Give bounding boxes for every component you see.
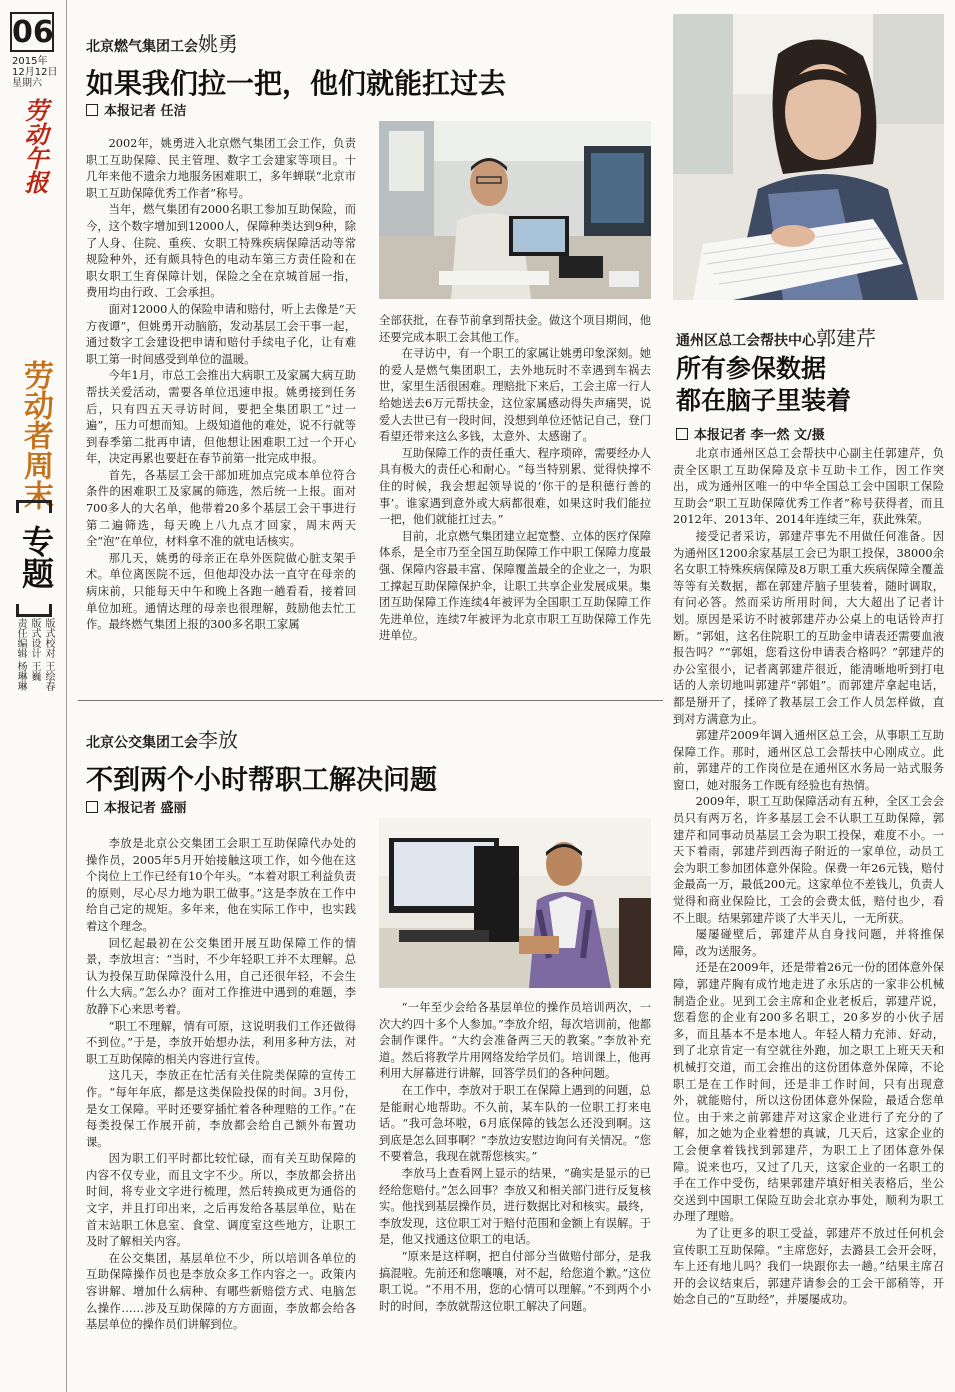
- paragraph: 全部获批，在春节前拿到帮扶金。做这个项目期间，他还要完成本职工会其他工作。: [379, 314, 651, 344]
- article1-kicker-name: 姚勇: [198, 32, 238, 56]
- byline-square-icon: [86, 104, 98, 116]
- staff-proofreader: 版式校对 王绘春: [43, 618, 54, 692]
- paragraph: 2009年，职工互助保障活动有五种，全区工会会员只有两万名，许多基层工会不认职工互助保障，郭建芹和同事动员基层工会为职工投保，难度不小。一天下着雨，郭建芹到西海子附近的一家单位，动员工会为职工参加团体意外保险。保费一年26元钱，赔付金最高一万，最低200元。这家单位不差钱儿，负责人觉得和商业保险比，工会的会费太低，赔付也少，看不上眼。结果郭建芹谈了大半天儿，一无所获。: [673, 795, 944, 925]
- date-weekday: 星期六: [12, 78, 42, 89]
- article3-kicker: [676, 322, 876, 351]
- date-year: 2015年: [12, 56, 48, 67]
- section-divider: [78, 700, 663, 701]
- article3-photo: [673, 14, 944, 300]
- article1-byline: [86, 100, 187, 119]
- article1-byline-text: 本报记者 任洁: [104, 104, 187, 119]
- paragraph: 在工作中，李放对于职工在保障上遇到的问题，总是能耐心地帮助。不久前，某车队的一位职工打来电话。“我可急坏啦，6月底保障的钱怎么还没到啊。这到底是怎么回事啊？”李放边安慰边询问有关情况。“您不要着急，我现在就帮您核实。”: [379, 1083, 651, 1164]
- article2-byline: [86, 797, 187, 816]
- paragraph: 郭建芹2009年调入通州区总工会，从事职工互助保障工作。那时，通州区总工会帮扶中心刚成立。此前，郭建芹的工作岗位是在通州区水务局一站式服务窗口，她对服务工作既有经验也有热情。: [673, 729, 944, 792]
- article2-kicker: [86, 724, 238, 753]
- paragraph: 那几天，姚勇的母亲正在阜外医院做心脏支架手术。单位离医院不远，但他却没办法一直守在母亲的病床前，只能每天中午和晚上各跑一趟看看，接着回单位加班。通情达理的母亲也很理解，鼓励他去忙工作。最终燃气集团上报的300多名职工家属: [86, 551, 356, 632]
- paragraph: 李放马上查看网上显示的结果，“确实是显示的已经给您赔付。”怎么回事？李放又和相关部门进行反复核实。他找到基层操作员，进行数据比对和核实。最终，李放发现，这位职工对于赔付范围和金额上有误解。于是，他又找通这位职工的电话。: [379, 1166, 651, 1247]
- page-number: 06: [10, 12, 54, 52]
- article3-headline-line1: 所有参保数据: [676, 354, 827, 383]
- byline-square-icon: [86, 801, 98, 813]
- paragraph: 李放是北京公交集团工会职工互助保障代办处的操作员，2005年5月开始接触这项工作，如今他在这个岗位上工作已经有10个年头。“本着对职工利益负责的原则，尽心尽力地为职工做事。”这是李放在工作中给自己定的规矩。多年来，他在实际工作中，也实践着这个理念。: [86, 837, 356, 933]
- article3-headline-line2: 都在脑子里装着: [676, 386, 852, 415]
- article2-column-1: [86, 836, 356, 1382]
- article1-column-2: [379, 313, 651, 673]
- staff-designer: 版式设计 王巍: [29, 618, 40, 682]
- paragraph: “一年至少会给各基层单位的操作员培训两次，一次大约四十多个人参加。”李放介绍，每次培训前，他都会制作课件。“大约会准备两三天的教案。”李放补充道。然后将教学片用网络发给学员们。培训课上，他再利用大屏幕进行讲解，回答学员们的各种问题。: [379, 1001, 651, 1081]
- paragraph: 屡屡碰壁后，郭建芹从自身找问题，并将推保障，改为送服务。: [673, 928, 944, 958]
- article2-kicker-name: 李放: [198, 728, 238, 752]
- paragraph: 还是在2009年，还是带着26元一份的团体意外保障，郭建芹胸有成竹地走进了永乐店的一家非公机械制造企业。见到工会主席和企业老板后，郭建芹说，您看您的企业有200多名职工，20多岁的小伙子居多，而且基本不是本地人。年轻人精力充沛、好动，到了北京肯定一有空就往外跑，加之职工上班天天和机械打交道，而工会推出的这份团体意外保障，不论职工是在工作时间，还是非工作时间，只有出现意外，就能赔付，所以这份团体意外保险，最适合您单位。由于来之前郭建芹对这家企业进行了充分的了解，加之她为企业着想的真诚，几天后，这家企业的工会便拿着钱找到郭建芹，为职工上了团体意外保障。说来也巧，又过了几天，这家企业的一名职工的手在工作中受伤，结果郭建芹填好相关表格后，坐公交送到中国职工保险互助会北京办事处，顺利为职工办理了理赔。: [673, 961, 944, 1224]
- paragraph: 当年，燃气集团有2000名职工参加互助保险，而今，这个数字增加到12000人，保障种类达到9种，除了人身、住院、重疾、女职工特殊疾病保障活动等常规险种外，还有颇具特色的电动车第三方责任险和在职女职工生育保障计划，保险之全在京城首屈一指，费用均由行政、工会承担。: [86, 203, 356, 300]
- article1-photo: [379, 121, 651, 299]
- article2-byline-text: 本报记者 盛丽: [104, 801, 187, 816]
- article2-headline: 不到两个小时帮职工解决问题: [86, 765, 437, 796]
- article3-kicker-org: 通州区总工会帮扶中心: [676, 333, 816, 349]
- paragraph: 为了让更多的职工受益，郭建芹不放过任何机会宣传职工互助保障。“主席您好，去潞县工会开会呀，车上还有地儿吗？我们一块跟你去一趟。”结果主席召开的会议结束后，郭建芹请参会的工会干部稍等，开始念自己的“互助经”，并屡屡成功。: [673, 1226, 944, 1307]
- paper-logo: 劳动午报: [20, 98, 49, 194]
- paragraph: 在公交集团，基层单位不少，所以培训各单位的互助保障操作员也是李放众多工作内容之一。政策内容讲解、增加什么病种、有哪些新赔偿方式、电脑怎么操作……涉及互助保障的方方面面，李放都会给各基层单位的操作员们讲解到位。: [86, 1251, 356, 1332]
- paragraph: 首先，各基层工会干部加班加点完成本单位符合条件的困难职工及家属的筛选，然后统一上报。面对700多人的大名单，他带着20多个基层工会干事进行第二遍筛选，每天晚上八九点才回家，周末两天全“泡”在单位，材料拿不准的就电话核实。: [86, 468, 356, 549]
- paragraph: 目前，北京燃气集团建立起宽整、立体的医疗保障体系，是全市乃至全国互助保障工作中职工保障力度最强、保障内容最丰富、保障覆盖最全的企业之一，为职工撑起互助保障保护伞，让职工共享企业发展成果。集团互助保障工作连续4年被评为全国职工互助保障工作先进单位，连续7年被评为北京市职工互助保障工作先进单位。: [379, 529, 651, 643]
- article1-kicker: [86, 28, 238, 57]
- article2-kicker-org: 北京公交集团工会: [86, 735, 198, 751]
- article3-byline-text: 本报记者 李一然 文/摄: [694, 428, 825, 443]
- paragraph: 接受记者采访，郭建芹事先不用做任何准备。因为通州区1200余家基层工会已为职工投保，38000余名女职工特殊疾病保障及8万职工重大疾病保障全覆盖等等有关数据，都在郭建芹脑子里装着，随时调取，有问必答。然而采访所用时间，大大超出了记者计划。原因是采访不时被郭建芹办公桌上的电话铃声打断。“郭姐，这名住院职工的互助金申请表还需要血液报告吗？”“郭姐，您看这份申请表合格吗？”郭建芹的办公室很小，记者离郭建芹很近，能清晰地听到打电话的人亲切地叫郭建芹“郭姐”。而郭建芹拿起电话，都是掰开了，揉碎了教基层工会工作人员怎样做，直到对方满意为止。: [673, 529, 944, 726]
- paragraph: 今年1月，市总工会推出大病职工及家属大病互助帮扶关爱活动，需要各单位迅速申报。姚勇接到任务后，只有四五天寻访时间，要把全集团职工“过一遍”，压力可想而知。上级知道他的难处，说不行就等到春季第二批再申请，但他想让困难职工过一个开心年，决定再累也要赶在春节前第一批完成申报。: [86, 369, 356, 466]
- paragraph: 回忆起最初在公交集团开展互助保障工作的情景，李放坦言：“当时，不少年轻职工并不太理解。总认为投保互助保障没什么用，自己还很年轻，不会生什么大病。”怎么办？面对工作推进中遇到的难题，李放静下心来思考着。: [86, 936, 356, 1016]
- paragraph: “原来是这样啊，把自付部分当做赔付部分，是我搞混啦。先前还和您嚷嚷，对不起，给您道个歉。”这位职工说。“不用不用，您的心情可以理解。”不到两个小时的时间，李放就帮这位职工解决了问题。: [379, 1249, 651, 1313]
- bracket-bottom: [16, 604, 52, 617]
- section-subtitle: 专题: [17, 525, 55, 589]
- staff-editor: 责任编辑 杨琳琳: [15, 618, 26, 692]
- article3-headline: [676, 353, 851, 417]
- paragraph: “职工不理解，情有可原，这说明我们工作还做得不到位。”于是，李放开始想办法，利用多种方法，对职工互助保障的相关内容进行宣传。: [86, 1019, 356, 1066]
- paragraph: 这几天，李放正在忙活有关住院类保障的宣传工作。“每年年底，都是这类保险投保的时间。3月份，是女工保障。平时还要穿插忙着各种理赔的工作。”在每类投保工作展开前，李放都会给自己额外布置功课。: [86, 1069, 356, 1149]
- paragraph: 北京市通州区总工会帮扶中心副主任郭建芹，负责全区职工互助保障及京卡互助卡工作，因工作突出，成为通州区唯一的中华全国总工会中国职工保险互助会“职工互助保障优秀工作者”称号获得者，而且2012年、2013年、2014年连续三年，获此殊荣。: [673, 447, 944, 527]
- article1-kicker-org: 北京燃气集团工会: [86, 39, 198, 55]
- article3-column: [673, 446, 944, 1382]
- article1-headline: 如果我们拉一把，他们就能扛过去: [86, 67, 507, 100]
- article1-column-1: [86, 136, 356, 674]
- section-title: 劳动者周末: [18, 360, 53, 510]
- date-day: 12月12日: [12, 67, 58, 78]
- article2-photo: [379, 818, 651, 988]
- article3-kicker-name: 郭建芹: [816, 326, 876, 350]
- article3-byline: [676, 424, 825, 443]
- masthead-divider: [66, 0, 67, 1392]
- paragraph: 面对12000人的保险申请和赔付，听上去像是“天方夜谭”，但姚勇开动脑筋，发动基层工会干事一起，通过数字工会建设把申请和赔付手续电子化，让有难职工第一时间感受到单位的温暖。: [86, 302, 356, 366]
- paragraph: 因为职工们平时都比较忙碌，而有关互助保障的内容不仅专业，而且文字不少。所以，李放都会挤出时间，将专业文字进行梳理，然后转换成更为通俗的文字，并且打印出来，之后再发给各基层单位，贴在首末站职工休息室、食堂、调度室这些地方，让职工及时了解相关内容。: [86, 1152, 356, 1249]
- paragraph: 在寻访中，有一个职工的家属让姚勇印象深刻。她的爱人是燃气集团职工，去外地玩时不幸遇到车祸去世，家里生活很困难。理赔批下来后，工会主席一行人给她送去6万元帮扶金，这位家属感动得失声痛哭，说爱人去世已有一段时间，没想到单位还惦记自己，登门看望还带来这么多钱，太意外、太感谢了。: [379, 347, 651, 444]
- paragraph: 互助保障工作的责任重大、程序琐碎，需要经办人具有极大的责任心和耐心。“每当特别累、觉得快撑不住的时候，我会想起领导说的‘你干的是积德行善的事’。谁家遇到意外或大病都很难，如果这时我们能拉一把，他们就能扛过去。”: [379, 446, 651, 527]
- byline-square-icon: [676, 428, 688, 440]
- paragraph: 2002年，姚勇进入北京燃气集团工会工作，负责职工互助保障、民主管理、数字工会建家等项目。十几年来他不遗余力地服务困难职工，多年蝉联“北京市职工互助保障优秀工作者”称号。: [86, 137, 356, 200]
- article2-column-2: [379, 1000, 651, 1380]
